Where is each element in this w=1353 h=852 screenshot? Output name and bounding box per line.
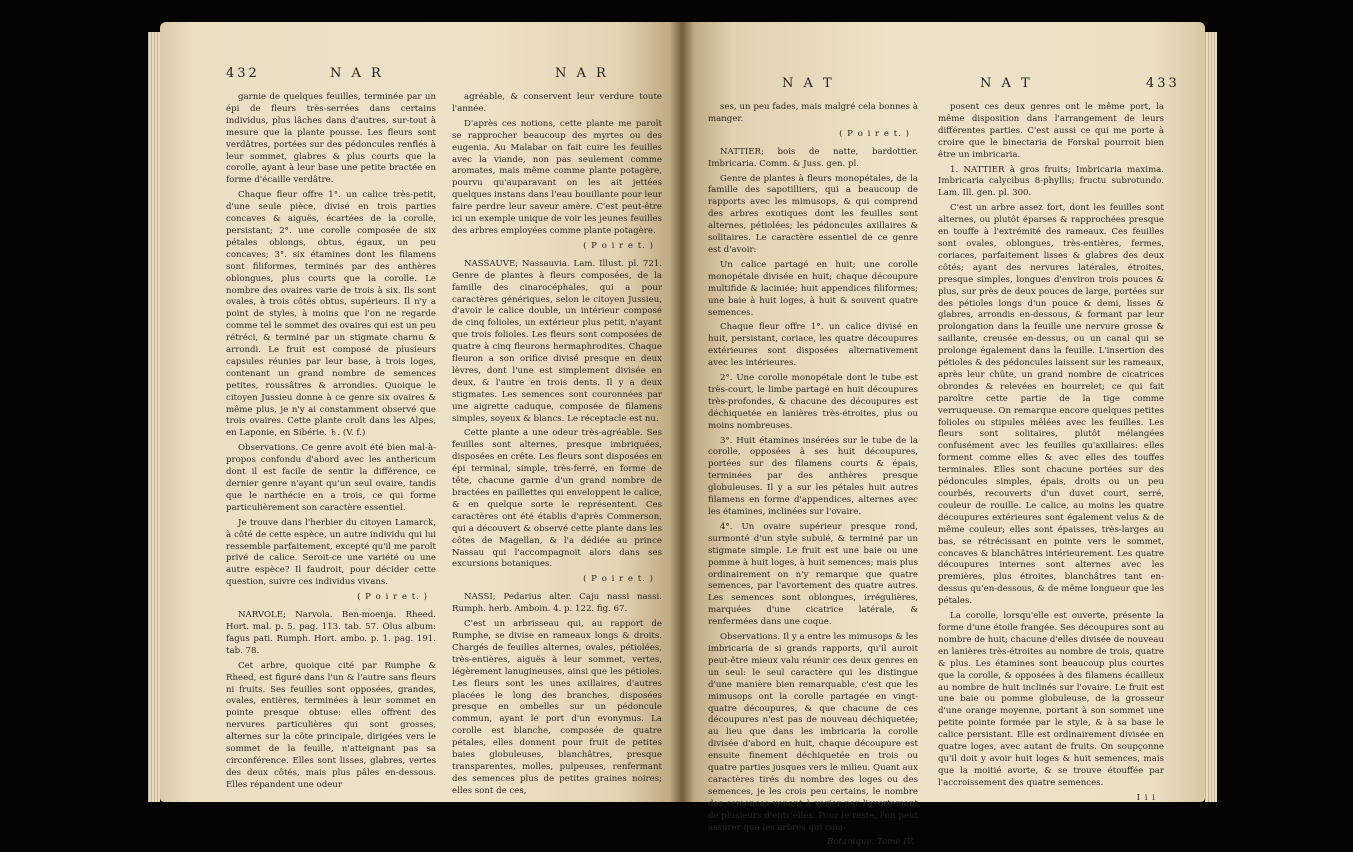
- running-head-right-a: N A T: [782, 76, 835, 91]
- paragraph: Chaque fleur offre 1°. un calice très-petit, d'une seule pièce, divisé en trois parties concaves & aiguës, écartées de la corolle, persistant; 2°. une corolle composée de six pétales oblongs, obtus, égaux, un peu concaves; 3°. six étamines dont les filamens sont filiformes, terminés par des anthères oblongues, plus courts que la corolle. Le nombre des ovaires varie de trois à six. Ils sont ovales, à trois côtés obtus, supérieurs. Il n'y a point de styles, à moins que l'on ne regarde comme tel le sommet des ovaires qui est un peu rétréci, & terminé par un stigmate charnu & arrondi. Le fruit est composé de plusieurs capsules réunies par leur base, à trois loges, contenant un grand nombre de semences petites, roussâtres & arrondies. Quoique le citoyen Jussieu donne à ce genre six ovaires & même plus, je n'y ai constamment observé que trois ovaires. Cette plante croît dans les Alpes, en Laponie, en Sibérie. ♄. (V. f.): [226, 190, 436, 439]
- paragraph: Je trouve dans l'herbier du citoyen Lamarck, à côté de cette espèce, un autre individu qui lui ressemble parfaitement, excepté qu'il me paroît privé de calice. Seroit-ce une variété ou une autre espèce? Il faudroit, pour décider cette question, suivre ces individus vivans.: [226, 517, 436, 588]
- left-page: [160, 22, 680, 802]
- running-head-left-a: N A R: [330, 66, 384, 81]
- right-page: [680, 22, 1205, 848]
- paragraph: 4°. Un ovaire supérieur presque rond, surmonté d'un style subulé, & terminé par un stigmate simple. Le fruit est une baie ou une pomme à huit loges, à huit semences; mais plus ordinairement on n'y remarque que quatre semences, par l'avortement des quatre autres. Les semences sont oblongues, irrégulières, marquées d'une cicatrice latérale, & renfermées dans une coque.: [708, 521, 918, 628]
- paragraph: garnie de quelques feuilles, terminée par un épi de fleurs très-serrées dans certains individus, plus lâches dans d'autres, sur-tout à mesure que la plante pousse. Les fleurs sont verdâtres, portées sur des pédoncules renflés à leur sommet, glabres & plus courts que la corolle, ayant à leur base une petite bractée en forme d'écaille verdâtre.: [226, 92, 436, 186]
- paragraph: Observations. Ce genre avoit été bien mal-à-propos confondu d'abord avec les anthericum dont il est facile de sentir la différence, ce dernier genre n'ayant qu'un seul ovaire, tandis que le narthécie en a trois, ce qui forme particulièrement son caractère essentiel.: [226, 443, 436, 513]
- paragraph: NARVOLE; Narvola. Ben-moenja. Rheed. Hort. mal. p. 5. pag. 113. tab. 57. Olus album: fagus pati. Rumph. Hort. ambo. p. 1. pag. 191. tab. 78.: [226, 610, 436, 656]
- paragraph: Observations. Il y a entre les mimusops & les imbricaria de si grands rapports, qu'il auroit peut-être mieux valu réunir ces deux genres en un seul: le seul caractère qui les distingue d'une manière bien remarquable, c'est que les mimusops ont la corolle partagée en vingt-quatre découpures, & que chacune de ces découpures n'est pas de nouveau déchiquetée; au lieu que dans les imbricaria la corolle divisée d'abord en huit, chaque découpure est ensuite finement déchiquetée en trois ou quatre parties jusques vers le milieu. Quant aux caractères tirés du nombre des loges ou des semences, je les crois peu certains, le nombre des semences venant à varier par l'avortement de plusieurs d'entr'elles. Pour le reste, l'on peut assurer que les arbres qui com-: [708, 632, 918, 833]
- paragraph: Cette plante a une odeur très-agréable. Ses feuilles sont alternes, presque imbriquées, disposées en crête. Les fleurs sont disposées en épi terminal, simple, très-ferré, en forme de tête, chacune garnie d'un grand nombre de bractées en paillettes qui enveloppent le calice, & en quelque sorte le représentent. Ces caractères ont été établis d'après Commerson, qui a découvert & observé cette plante dans les côtes de Magellan, & l'a dédiée au prince Nassau qui l'accompagnoit alors dans ses excursions botaniques.: [452, 428, 662, 570]
- paragraph: agréable, & conservent leur verdure toute l'année.: [452, 92, 662, 114]
- left-column-1: [226, 92, 436, 795]
- book-gutter: [670, 22, 694, 802]
- paragraph: Genre de plantes à fleurs monopétales, de la famille des sapotilliers, qui a beaucoup de rapports avec les mimusops, & qui comprend des arbres exotiques dont les feuilles sont alternes, pétiolées; les pédoncules axillaires & solitaires. Le caractère essentiel de ce genre est d'avoir:: [708, 173, 918, 255]
- left-page-edges: [148, 32, 160, 802]
- page-number-left: 432: [226, 66, 260, 81]
- paragraph: NATTIER; bois de natte, bardottier. Imbricaria. Comm. & Juss. gen. pl.: [708, 146, 918, 169]
- right-column-2: [938, 102, 1164, 811]
- paragraph: 1. NATTIER à gros fruits; Imbricaria maxima. Imbricaria calycibus 8-phyllis; fructu subrotundo. Lam. Ill. gen. pl. 300.: [938, 164, 1164, 199]
- paragraph: ses, un peu fades, mais malgré cela bonnes à manger.: [708, 102, 918, 124]
- paragraph: ( P o i r e t. ): [583, 574, 654, 585]
- paragraph: Chaque fleur offre 1°. un calice divisé en huit, persistant, coriace, les quatre découpures extérieures sont disposées alternativement avec les intérieures.: [708, 322, 918, 369]
- paragraph: 3°. Huit étamines insérées sur le tube de la corolle, opposées à ses huit découpures, portées sur des filamens courts & épais, terminées par des anthères presque globuleuses. Il y a sur les pétales huit autres filamens en forme d'appendices, alternes avec les étamines, inclinées sur l'ovaire.: [708, 435, 918, 517]
- paragraph: C'est un arbre assez fort, dont les feuilles sont alternes, ou plutôt éparses & rapprochées presque en touffe à l'extrémité des rameaux. Ces feuilles sont ovales, oblongues, très-entières, fermes, coriaces, parfaitement lisses & glabres des deux côtés; ayant des nervures latérales, étroites, presque simples, longues d'environ trois pouces & plus, sur près de deux pouces de large, portées sur des pétioles longs d'un pouce & demi, lisses & glabres, arrondis en-dessous, & formant par leur prolongation dans la feuille une nervure grosse & saillante, creusée en-dessus, ou un canal qui se prolonge également dans la feuille. L'insertion des pétioles & des pédoncules laissent sur les rameaux, après leur chûte, un grand nombre de cicatrices obrondes & relevées en bourrelet; ce qui fait paroître cette partie de la tige comme verruqueuse. On remarque encore quelques petites folioles ou stipules mêlées avec les feuilles. Les fleurs sont solitaires, plutôt mélangées confusément avec les feuilles qu'axillaires: elles forment comme elles & avec elles des touffes terminales. Elles sont chacune portées sur des pédoncules simples, épais, droits ou un peu courbés, recouverts d'un duvet court, serré, couleur de rouille. Le calice, au moins les quatre découpures extérieures sont également velus & de même couleur; elles sont épaisses, très-larges au bas, se rétrécissant en pointe vers le sommet, concaves & blanchâtres intérieurement. Les quatre découpures internes sont alternes avec les premières, plus étroites, blanchâtres tant en-dessus qu'en-dessous, & de même longueur que les pétales.: [938, 203, 1164, 607]
- open-book: [160, 22, 1205, 848]
- paragraph: Un calice partagé en huit; une corolle monopétale divisée en huit; chaque découpure multifide & laciniée; huit appendices filiformes; une baie à huit loges, à huit & souvent quatre semences.: [708, 259, 918, 318]
- paragraph: I i i: [1136, 792, 1156, 803]
- page-number-right: 433: [1146, 76, 1180, 91]
- running-head-left-b: N A R: [555, 66, 609, 81]
- paragraph: ( P o i r e t. ): [839, 128, 910, 139]
- paragraph: La corolle, lorsqu'elle est ouverte, présente la forme d'une étoile frangée. Ses découpures sont au nombre de huit; chacune d'elles divisée de nouveau en lanières très-étroites au nombre de trois, quatre & plus. Les étamines sont beaucoup plus courtes que la corolle, & opposées à des filamens écailleux au nombre de huit inclinés sur l'ovaire. Le fruit est une baie ou pomme globuleuse, de la grosseur d'une orange moyenne, portant à son sommet une petite pointe formée par le style, & à sa base le calice persistant. Elle est ordinairement divisée en quatre loges, avec autant de fruits. On soupçonne qu'il doit y avoir huit loges & huit semences, mais que la moitié avorte, & se trouve étouffée par l'accroissement des quatre semences.: [938, 611, 1164, 788]
- left-column-2: [452, 92, 662, 801]
- paragraph: Botanique. Tome IV.: [827, 837, 914, 848]
- paragraph: D'après ces notions, cette plante me paroît se rapprocher beaucoup des myrtes ou des eugenia. Au Malabar on fait cuire les feuilles avec la viande, non pas seulement comme aromates, mais même comme plante potagère, pourvu qu'auparavant on les ait jettées quelques instans dans l'eau bouillante pour leur faire perdre leur saveur amère. C'est peut-être ici un exemple unique de voir les jeunes feuilles des arbres employées comme plante potagère.: [452, 118, 662, 236]
- paragraph: NASSAUVE; Nassauvia. Lam. Illust. pl. 721. Genre de plantes à fleurs composées, de la famille des cinarocéphales, qui a pour caractères génériques, selon le citoyen Jussieu, d'avoir le calice double, un intérieur composé de cinq folioles, un extérieur plus petit, n'ayant que trois folioles. Les fleurs sont composées de quatre à cinq fleurons hermaphrodites. Chaque fleuron a son orifice divisé presque en deux lèvres, dont l'une est simplement divisée en deux, & l'autre en trois dents. Il y a deux stigmates. Les semences sont couronnées par une aigrette caduque, composée de filamens simples, soyeux & blancs. Le réceptacle est nu.: [452, 258, 662, 424]
- running-head-right-b: N A T: [980, 76, 1033, 91]
- paragraph: NASSI; Pedarius alter. Caju nassi nassi. Rumph. herb. Amboin. 4. p. 122. fig. 67.: [452, 592, 662, 615]
- paragraph: posent ces deux genres ont le même port, la même disposition dans l'arrangement de leurs différentes parties. C'est aussi ce qui me porte à croire que le binectaria de Forskal pourroit bien être un imbricaria.: [938, 102, 1164, 160]
- paragraph: C'est un arbrisseau qui, au rapport de Rumphe, se divise en rameaux longs & droits. Chargés de feuilles alternes, ovales, pétiolées, très-entières, aiguës à leur sommet, vertes, légèrement lanugineuses, ainsi que les pétioles. Les fleurs sont les unes axillaires, d'autres placées le long des branches, disposées presque en ombelles sur un pédoncule commun, ayant le port d'un evonymus. La corolle est blanche, composée de quatre pétales, elles donnent pour fruit de petites baies globuleuses, blanchâtres, presque transparentes, molles, pulpeuses, renfermant des semences plus de petites graines noires; elles sont de ces,: [452, 619, 662, 796]
- right-page-edges: [1205, 32, 1217, 802]
- paragraph: ( P o i r e t. ): [357, 592, 428, 603]
- paragraph: 2°. Une corolle monopétale dont le tube est très-court, le limbe partagé en huit découpures très-profondes, & chacune des découpures est déchiquetée en lanières très-étroites, plus ou moins nombreuses.: [708, 373, 918, 431]
- paragraph: Cet arbre, quoique cité par Rumphe & Rheed, est figuré dans l'un & l'autre sans fleurs ni fruits. Ses feuilles sont opposées, grandes, ovales, entières, terminées à leur sommet en pointe presque obtuse: elles offrent des nervures particulières qui sont grosses, alternes sur la côte principale, dirigées vers le sommet de la feuille, n'atteignant pas sa circonférence. Elles sont lisses, glabres, vertes des deux côtés, mais plus pâles en-dessous. Elles répandent une odeur: [226, 660, 436, 790]
- paragraph: ( P o i r e t. ): [583, 240, 654, 251]
- right-column-1: [708, 102, 918, 852]
